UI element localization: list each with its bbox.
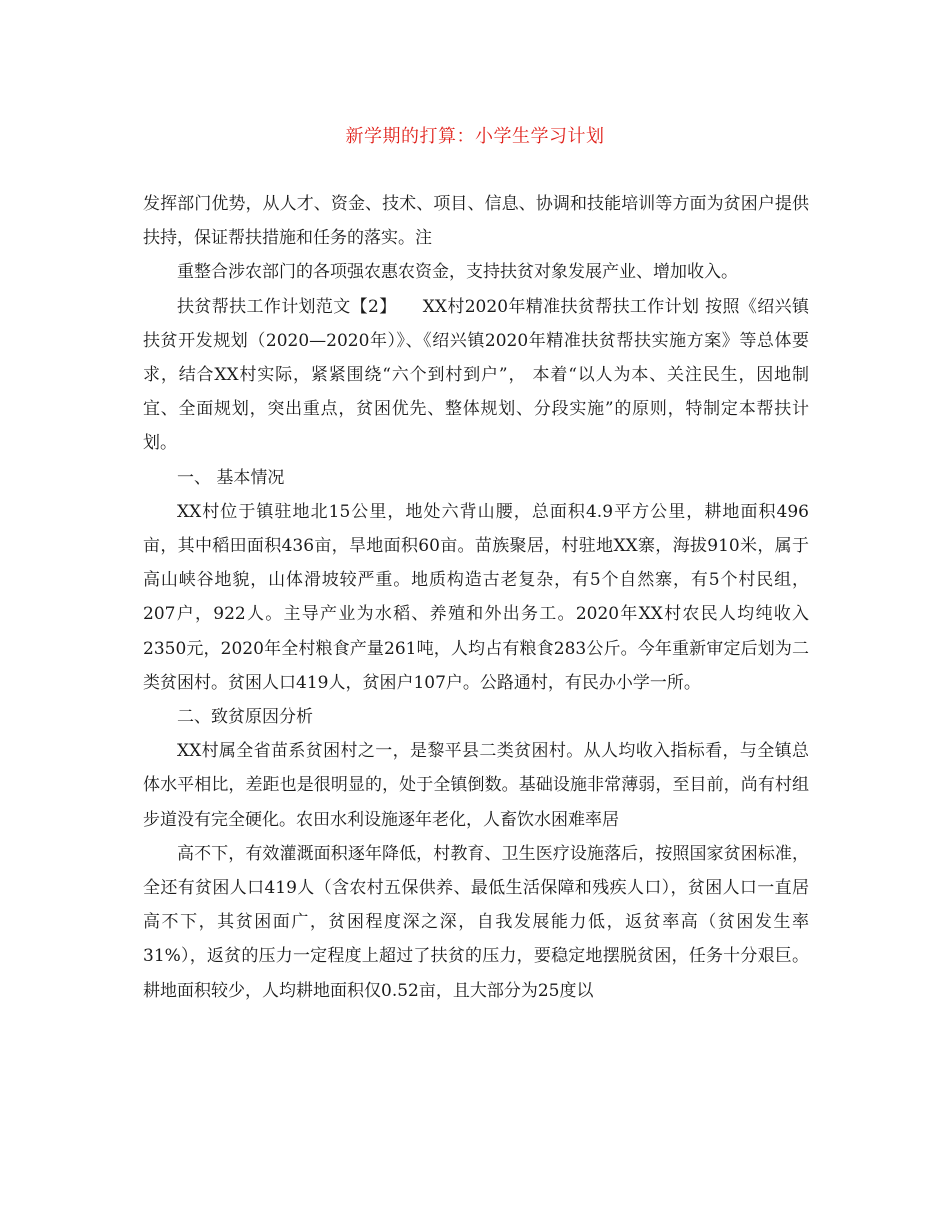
paragraph-3: 扶贫帮扶工作计划范文【2】 XX村2020年精准扶贫帮扶工作计划 按照《绍兴镇扶贫开发规划（2020—2020年）》、《绍兴镇2020年精准扶贫帮扶实施方案》等总体要求，结合XX村实际，紧紧围绕“六个到村到户”， 本着“以人为本、关注民生，因地制宜、全面规划，突出重点，贫困优先、整体规划、分段实施”的原则，特制定本帮扶计划。 bbox=[143, 296, 809, 454]
document-title: 新学期的打算：小学生学习计划 bbox=[345, 126, 605, 147]
paragraph-4: XX村位于镇驻地北15公里，地处六背山腰，总面积4.9平方公里，耕地面积496亩，其中稻田面积436亩，旱地面积60亩。苗族聚居，村驻地XX寨，海拔910米，属于高山峡谷地貌，山体滑坡较严重。地质构造古老复杂，有5个自然寨，有5个村民组，207户，922人。主导产业为水稻、养殖和外出务工。2020年XX村农民人均纯收入2350元，2020年全村粮食产量261吨，人均占有粮食283公斤。今年重新审定后划为二类贫困村。贫困人口419人，贫困户107户。公路通村，有民办小学一所。 bbox=[143, 501, 809, 693]
paragraph-2: 重整合涉农部门的各项强农惠农资金，支持扶贫对象发展产业、增加收入。 bbox=[177, 262, 738, 283]
section-heading-basic-info: 一、 基本情况 bbox=[177, 467, 285, 488]
section-heading-poverty-causes: 二、致贫原因分析 bbox=[177, 707, 313, 728]
paragraph-1: 发挥部门优势，从人才、资金、技术、项目、信息、协调和技能培训等方面为贫困户提供扶持，保证帮扶措施和任务的落实。注 bbox=[143, 194, 809, 249]
paragraph-6: 高不下，有效灌溉面积逐年降低，村教育、卫生医疗设施落后，按照国家贫困标准，全还有贫困人口419人（含农村五保供养、最低生活保障和残疾人口），贫困人口一直居高不下，其贫困面广，贫困程度深之深，自我发展能力低，返贫率高（贫困发生率31%），返贫的压力一定程度上超过了扶贫的压力，要稳定地摆脱贫困，任务十分艰巨。耕地面积较少，人均耕地面积仅0.52亩，且大部分为25度以 bbox=[143, 843, 809, 1001]
paragraph-5: XX村属全省苗系贫困村之一，是黎平县二类贫困村。从人均收入指标看，与全镇总体水平相比，差距也是很明显的，处于全镇倒数。基础设施非常薄弱，至目前，尚有村组步道没有完全硬化。农田水利设施逐年老化，人畜饮水困难率居 bbox=[143, 741, 809, 830]
document-body bbox=[143, 187, 809, 1008]
